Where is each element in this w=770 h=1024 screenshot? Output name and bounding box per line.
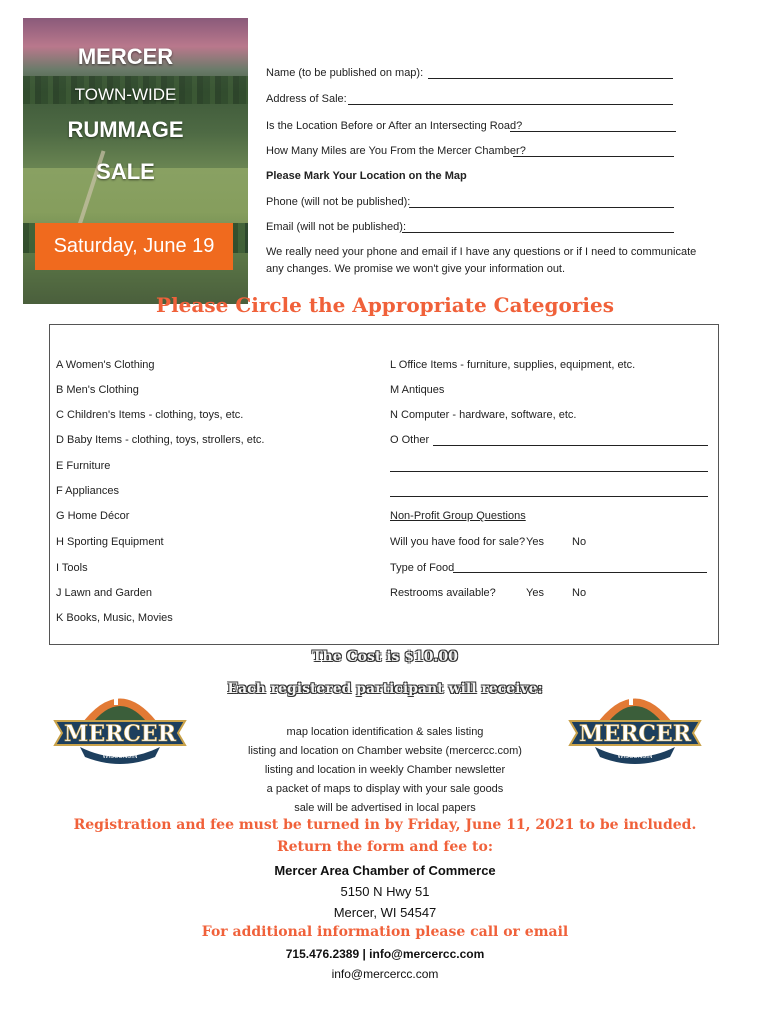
category-d[interactable]: D Baby Items - clothing, toys, strollers, etc.	[56, 434, 265, 446]
phone-label: Phone (will not be published):	[266, 196, 411, 208]
food-question	[390, 536, 525, 548]
address-input-line[interactable]	[348, 104, 673, 105]
benefit-item: listing and location on Chamber website (mercercc.com)	[248, 745, 522, 757]
miles-label: How Many Miles are You From the Mercer Chamber?	[266, 145, 526, 157]
logo-subtext: WISCONSIN	[617, 753, 653, 760]
phone-field[interactable]	[266, 194, 410, 210]
category-e[interactable]: E Furniture	[56, 460, 111, 472]
categories-heading: Please Circle the Appropriate Categories	[156, 293, 614, 317]
other-input-line[interactable]	[433, 445, 708, 446]
name-field[interactable]	[266, 65, 423, 81]
category-a[interactable]: A Women's Clothing	[56, 359, 155, 371]
food-no-option[interactable]: No	[572, 536, 587, 548]
miles-input-line[interactable]	[513, 156, 674, 157]
location-field[interactable]	[266, 118, 522, 134]
map-label: Please Mark Your Location on the Map	[266, 170, 467, 182]
miles-field[interactable]	[266, 143, 526, 159]
other-input-line-2[interactable]	[390, 471, 708, 472]
location-label: Is the Location Before or After an Intersecting Road?	[266, 120, 523, 132]
other-input-line-3[interactable]	[390, 496, 708, 497]
hero-title-sale: SALE	[96, 159, 155, 184]
receive-heading: Each registered participant will receive:	[227, 681, 543, 697]
location-input-line[interactable]	[510, 131, 676, 132]
category-j[interactable]: J Lawn and Garden	[56, 587, 153, 599]
category-f[interactable]: F Appliances	[56, 485, 119, 497]
benefit-item: a packet of maps to display with your sale goods	[266, 783, 504, 795]
categories-box	[49, 324, 719, 645]
food-question-label: Will you have food for sale?	[390, 536, 526, 548]
privacy-note: We really need your phone and email if I have any questions or if I need to communicate any changes. We promise we won't give your information out.	[266, 246, 697, 275]
food-type-label: Type of Food	[390, 562, 455, 574]
map-instruction	[266, 168, 467, 184]
hero-title-town-wide: TOWN-WIDE	[74, 85, 177, 104]
email-field[interactable]	[266, 219, 406, 235]
hero-title-rummage: RUMMAGE	[67, 117, 184, 142]
chamber-name: Mercer Area Chamber of Commerce	[274, 863, 496, 878]
email-link[interactable]: info@mercercc.com	[331, 967, 439, 981]
chamber-city: Mercer, WI 54547	[333, 905, 437, 920]
category-o[interactable]: O Other	[390, 434, 430, 446]
return-instruction: Return the form and fee to:	[276, 839, 494, 855]
benefit-item: listing and location in weekly Chamber newsletter	[264, 764, 506, 776]
name-label: Name (to be published on map):	[266, 67, 424, 79]
address-field[interactable]	[266, 91, 347, 107]
category-n[interactable]: N Computer - hardware, software, etc.	[390, 409, 577, 421]
category-m[interactable]: M Antiques	[390, 384, 445, 396]
cost-heading: The Cost is $10.00	[312, 649, 458, 665]
phone-input-line[interactable]	[409, 207, 674, 208]
restrooms-yes-option[interactable]: Yes	[526, 587, 544, 599]
contact-line: 715.476.2389 | info@mercercc.com	[285, 947, 485, 961]
hero-title-mercer: MERCER	[77, 44, 174, 69]
category-b[interactable]: B Men's Clothing	[56, 384, 139, 396]
nonprofit-heading: Non-Profit Group Questions	[390, 510, 526, 522]
food-type-input-line[interactable]	[453, 572, 707, 573]
category-l[interactable]: L Office Items - furniture, supplies, equipment, etc.	[390, 359, 636, 371]
logo-text: MERCER	[579, 721, 691, 747]
benefit-item: map location identification & sales listing	[286, 726, 484, 738]
category-k[interactable]: K Books, Music, Movies	[56, 612, 173, 624]
chamber-street: 5150 N Hwy 51	[340, 884, 430, 899]
logo-text: MERCER	[64, 721, 176, 747]
name-input-line[interactable]	[428, 78, 673, 79]
restrooms-question: Restrooms available?	[390, 587, 496, 599]
hero-image	[23, 18, 248, 304]
benefit-item: sale will be advertised in local papers	[294, 802, 476, 814]
category-c[interactable]: C Children's Items - clothing, toys, etc.	[56, 409, 244, 421]
address-label: Address of Sale:	[266, 93, 347, 105]
info-heading: For additional information please call or email	[201, 924, 569, 940]
registration-deadline: Registration and fee must be turned in by Friday, June 11, 2021 to be included.	[73, 817, 697, 833]
sale-date-badge: Saturday, June 19	[35, 223, 233, 270]
category-h[interactable]: H Sporting Equipment	[56, 536, 164, 548]
logo-subtext: WISCONSIN	[102, 753, 138, 760]
food-yes-option[interactable]: Yes	[526, 536, 544, 548]
email-label: Email (will not be published):	[266, 221, 407, 233]
category-g[interactable]: G Home Décor	[56, 510, 130, 522]
category-i[interactable]: I Tools	[56, 562, 88, 574]
email-input-line[interactable]	[402, 232, 674, 233]
restrooms-no-option[interactable]: No	[572, 587, 587, 599]
